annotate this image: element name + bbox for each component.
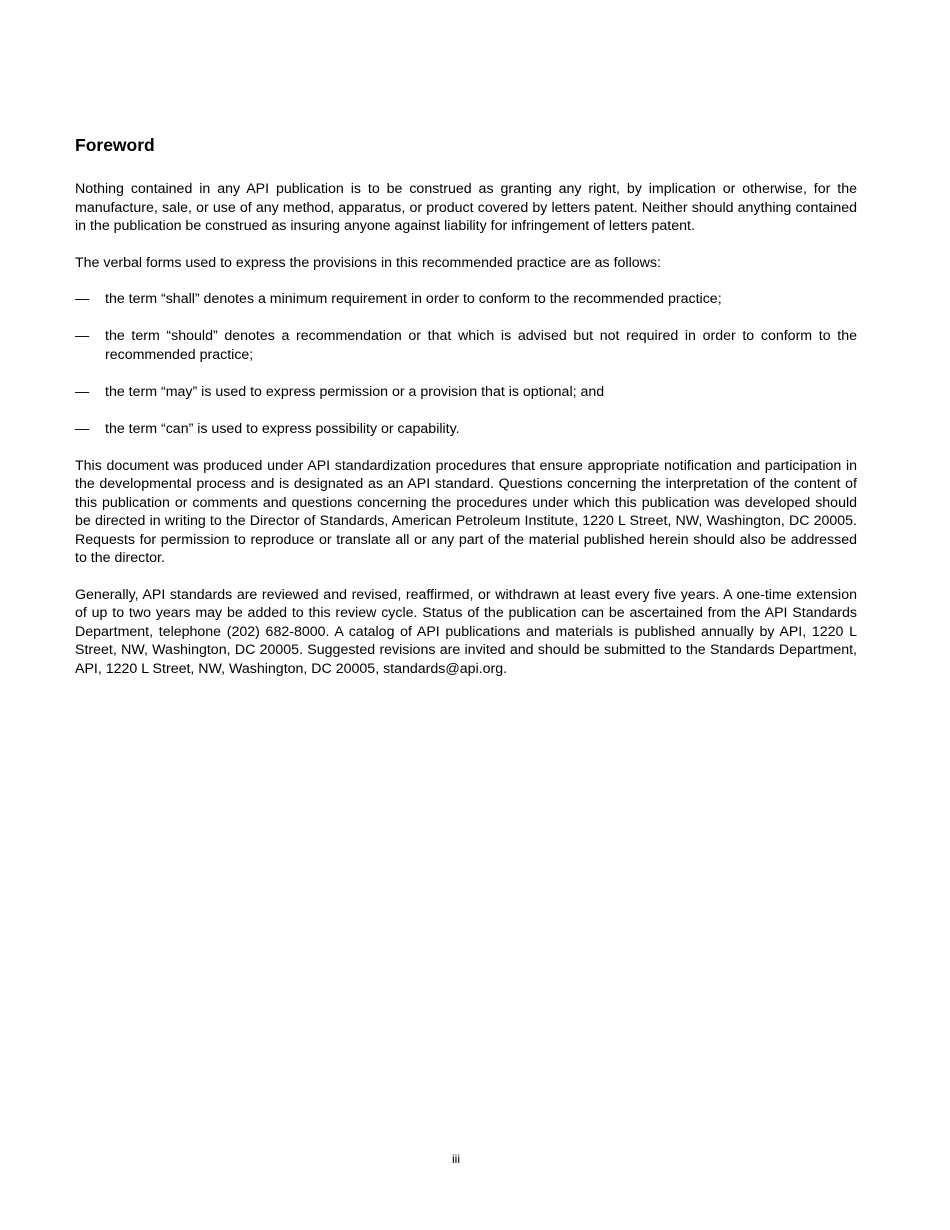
list-item-text: the term “can” is used to express possibility or capability. [105,420,460,437]
patent-paragraph: Nothing contained in any API publication is to be construed as granting any right, by implication or otherwise, for the manufacture, sale, or use of any method, apparatus, or product covered by letters patent. Neither should anything contained in the publication be construed as insuring anyone against liability for infringement of letters patent. [75,181,857,234]
dash-marker: — [75,291,90,307]
dash-marker: — [75,383,90,400]
standardization-paragraph: This document was produced under API standardization procedures that ensure appropriate notification and participation in the developmental process and is designated as an API standard. Questions concerning the interpretation of the content of this publication or comments and questions concerning the procedures under which this publication was developed should be directed in writing to the Director of Standards, American Petroleum Institute, 1220 L Street, NW, Washington, DC 20005. Requests for permission to reproduce or translate all or any part of the material published herein should also be addressed to the director. [75,457,857,566]
verbal-forms-list [75,290,857,438]
list-item [75,383,857,402]
review-paragraph: Generally, API standards are reviewed and revised, reaffirmed, or withdrawn at least every five years. A one-time extension of up to two years may be added to this review cycle. Status of the publication can be ascertained from the API Standards Department, telephone (202) 682-8000. A catalog of API publications and materials is published annually by API, 1220 L Street, NW, Washington, DC 20005. Suggested revisions are invited and should be submitted to the Standards Department, API, 1220 L Street, NW, Washington, DC 20005, standards@api.org. [75,586,857,677]
list-item [75,327,857,364]
list-item-text: the term “should” denotes a recommendation or that which is advised but not required in order to conform to the recommended practice; [105,328,857,363]
section-heading: Foreword [75,135,155,155]
list-item-text: the term “shall” denotes a minimum requirement in order to conform to the recommended practice; [105,291,722,307]
list-item [75,420,857,439]
verbal-forms-intro: The verbal forms used to express the provisions in this recommended practice are as follows: [75,254,661,271]
page-number: iii [452,1152,460,1166]
list-item [75,290,857,309]
document-page [75,133,857,696]
dash-marker: — [75,328,90,344]
dash-marker: — [75,420,90,437]
list-item-text: the term “may” is used to express permission or a provision that is optional; and [105,383,605,400]
